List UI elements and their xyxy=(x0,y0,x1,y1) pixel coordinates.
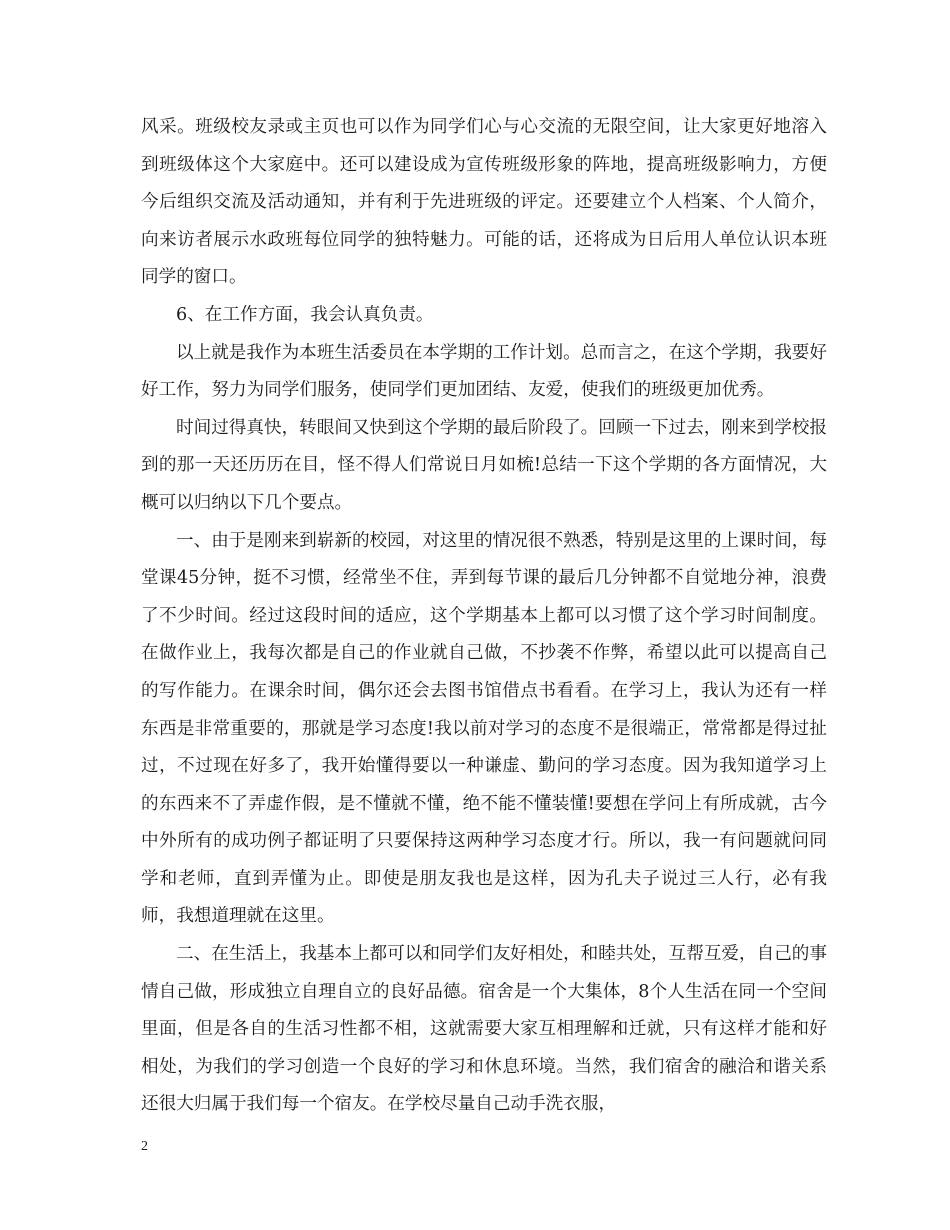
paragraph-semester-review: 时间过得真快，转眼间又快到这个学期的最后阶段了。回顾一下过去，刚来到学校报到的那一天还历历在目，怪不得人们常说日月如梳!总结一下这个学期的各方面情况，大概可以归纳以下几个要点。 xyxy=(141,417,827,513)
paragraph-plan-summary: 以上就是我作为本班生活委员在本学期的工作计划。总而言之，在这个学期，我要好好工作，努力为同学们服务，使同学们更加团结、友爱，使我们的班级更加优秀。 xyxy=(141,342,827,401)
document-body xyxy=(141,109,827,1124)
paragraph-study: 一、由于是刚来到崭新的校园，对这里的情况很不熟悉，特别是这里的上课时间，每堂课45分钟，挺不习惯，经常坐不住，弄到每节课的最后几分钟都不自觉地分神，浪费了不少时间。经过这段时间的适应，这个学期基本上都可以习惯了这个学习时间制度。在做作业上，我每次都是自己的作业就自己做，不抄袭不作弊，希望以此可以提高自己的写作能力。在课余时间，偶尔还会去图书馆借点书看看。在学习上，我认为还有一样东西是非常重要的，那就是学习态度!我以前对学习的态度不是很端正，常常都是得过扯过，不过现在好多了，我开始懂得要以一种谦虚、勤问的学习态度。因为我知道学习上的东西来不了弄虚作假，是不懂就不懂，绝不能不懂装懂!要想在学问上有所成就，古今中外所有的成功例子都证明了只要保持这两种学习态度才行。所以，我一有问题就问同学和老师，直到弄懂为止。即使是朋友我也是这样，因为孔夫子说过三人行，必有我师，我想道理就在这里。 xyxy=(141,530,827,927)
paragraph-work-attitude: 6、在工作方面，我会认真负责。 xyxy=(176,304,434,325)
page-number: 2 xyxy=(141,1139,148,1154)
paragraph-life: 二、在生活上，我基本上都可以和同学们友好相处，和睦共处，互帮互爱，自己的事情自己做，形成独立自理自立的良好品德。宿舍是一个大集体，8个人生活在同一个空间里面，但是各自的生活习性都不相，这就需要大家互相理解和迁就，只有这样才能和好相处，为我们的学习创造一个良好的学习和休息环境。当然，我们宿舍的融洽和谐关系还很大归属于我们每一个宿友。在学校尽量自己动手洗衣服， xyxy=(141,944,827,1115)
paragraph-continued: 风采。班级校友录或主页也可以作为同学们心与心交流的无限空间，让大家更好地溶入到班级体这个大家庭中。还可以建设成为宣传班级形象的阵地，提高班级影响力，方便今后组织交流及活动通知，并有利于先进班级的评定。还要建立个人档案、个人简介，向来访者展示水政班每位同学的独特魅力。可能的话，还将成为日后用人单位认识本班同学的窗口。 xyxy=(141,117,827,288)
